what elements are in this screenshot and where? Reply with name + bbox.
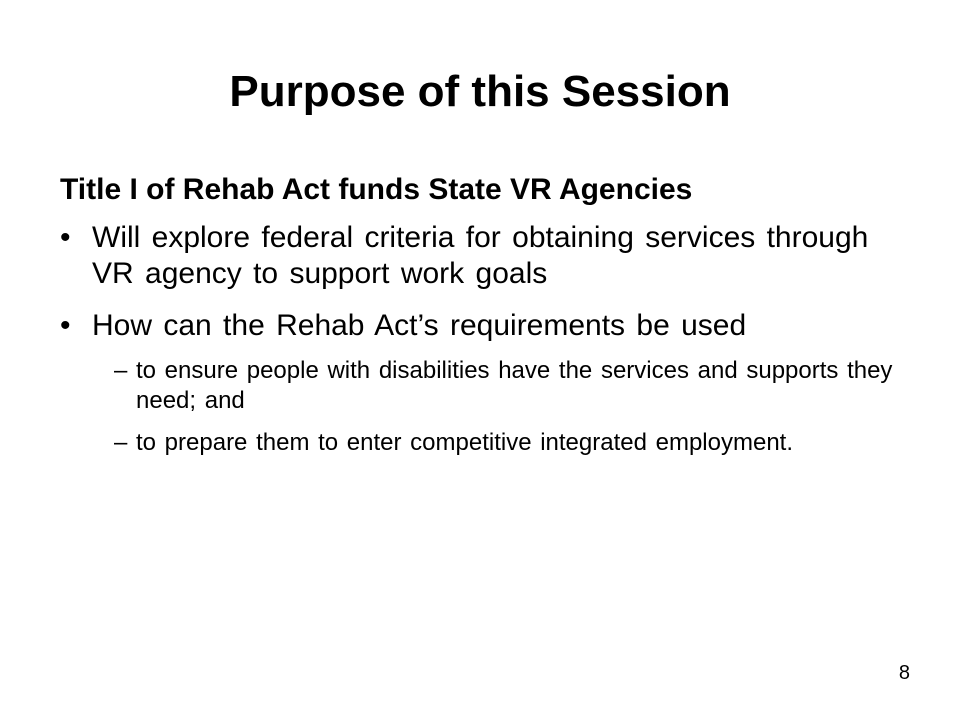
slide-title: Purpose of this Session <box>229 67 731 116</box>
sub-bullet-item <box>60 428 910 458</box>
bullet-item <box>60 220 910 292</box>
sub-bullet-marker: – <box>114 429 128 456</box>
sub-bullet-item <box>60 356 910 416</box>
bullet-marker: • <box>60 309 71 342</box>
subheading: Title I of Rehab Act funds State VR Agencies <box>60 173 693 206</box>
sub-bullet-text: to prepare them to enter competitive integrated employment. <box>136 429 794 456</box>
bullet-item <box>60 308 910 344</box>
bullet-text: Will explore federal criteria for obtaining services through VR agency to support work goals <box>92 221 869 290</box>
sub-bullet-marker: – <box>114 357 128 384</box>
bullet-marker: • <box>60 221 71 254</box>
sub-bullet-list <box>60 356 910 458</box>
slide-content <box>60 172 910 470</box>
bullet-text: How can the Rehab Act’s requirements be used <box>92 309 747 342</box>
sub-bullet-text: to ensure people with disabilities have the services and supports they need; and <box>136 357 893 414</box>
page-number: 8 <box>898 662 910 684</box>
